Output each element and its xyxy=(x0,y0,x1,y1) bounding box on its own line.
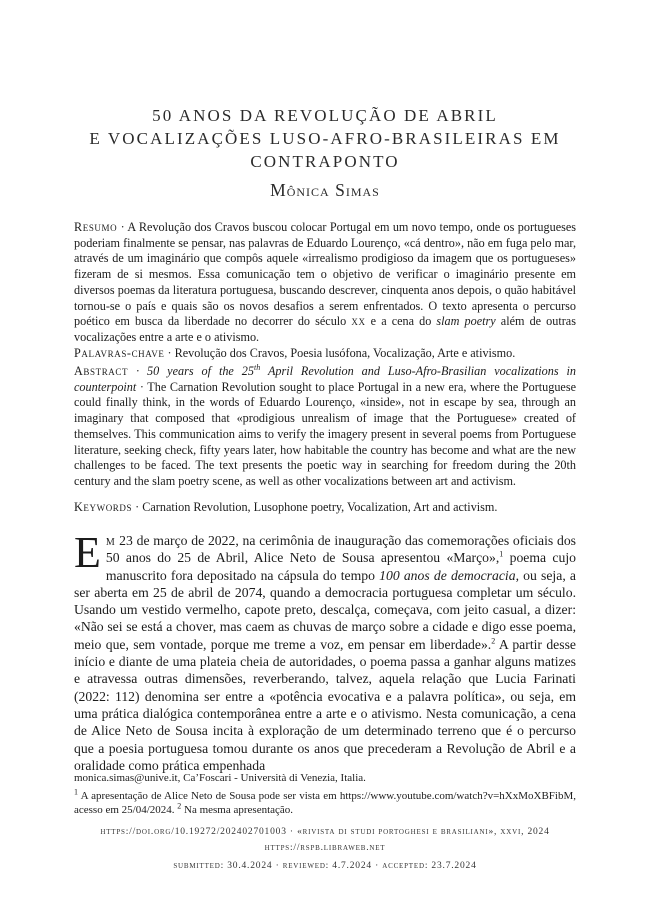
resumo-text-2: e a cena do xyxy=(365,314,437,329)
footnote-2-text: Na mesma apresentação. xyxy=(181,804,294,816)
footnote-2-mark: 2 xyxy=(177,801,182,811)
abstract-label: Abstract xyxy=(74,364,129,378)
footnote-1-text: A apresentação de Alice Neto de Sousa pode ser vista em https://www.youtube.com/watch?v=hXxMoXBFibM, acesso em 25/04/2024. xyxy=(74,790,576,816)
resumo-text-3: além de outras vocalizações entre a arte e o ativismo. xyxy=(74,314,576,344)
footer-doi[interactable]: https://doi.org/10.19272/202402701003 · «rivista di studi portoghesi e brasiliani», xxvi, 2024 xyxy=(100,827,550,837)
footnote-ref-1[interactable]: 1 xyxy=(499,549,504,559)
article-title xyxy=(60,104,590,173)
abstract-title-b: April Revolution and Luso-Afro-Brasilian vocalizations in counterpoint xyxy=(74,364,576,394)
body-text-3: , ou seja, a ser aberta em 25 de abril de 2074, quando a democracia portuguesa completar um século. Usando um vestido vermelho, capote preto, descalça, começava, com jeito casual, a dizer: «Não sei se está a chover, mas caem as chuvas de março sobre a cidade e digo esse poema, meio que, sem vontade, porque me treme a voz, em pensar em liberdade». xyxy=(74,567,576,652)
author-name: Mônica Simas xyxy=(270,180,380,200)
body-lead: m xyxy=(105,533,116,548)
abstract-text: · The Carnation Revolution sought to place Portugal in a new era, where the Portuguese could finally think, in the words of Eduardo Lourenço, «inside», not in escape by sea, through an imaginary that composed that «prodigious unrealism of image that the Portuguese» created of themselves. This communication aims to verify the imagery present in several poems from Portuguese literature, seeking check, fifty years later, how habitable the country has become and what are the new challenges to be faced. The text presents the poetic way in searching for freedom during the 20th century and the slam poetry scene, as well as other vocalizations between art and activism. xyxy=(74,379,576,488)
resumo-seculo: xx xyxy=(351,314,366,329)
body-text-1: 23 de março de 2022, na cerimônia de inauguração das comemorações oficiais dos 50 anos do 25 de Abril, Alice Neto de Sousa apresentou «Março», xyxy=(105,533,576,566)
footer-site[interactable]: https://rspb.libraweb.net xyxy=(264,843,386,853)
resumo-slam: slam poetry xyxy=(436,314,496,329)
title-line-2: E VOCALIZAÇÕES LUSO-AFRO-BRASILEIRAS EM xyxy=(89,129,561,148)
keywords-paragraph xyxy=(74,500,576,516)
footnotes xyxy=(74,771,576,821)
keywords-text: · Carnation Revolution, Lusophone poetry, Vocalization, Art and activism. xyxy=(132,500,498,514)
author-affiliation: monica.simas@unive.it, Ca’Foscari - Università di Venezia, Italia. xyxy=(74,772,366,784)
resumo-text-1: · A Revolução dos Cravos buscou colocar Portugal em um novo tempo, onde os portugueses poderiam finalmente se pensar, nas palavras de Eduardo Lourenço, «cá dentro», não em fuga pelo mar, através de um imaginário que compôs aquele «irrealismo prodigioso da imagem que os portugueses» fizeram de si mesmos. Essa comunicação tem o objetivo de verificar o imaginário presente em diversos poemas da literatura portuguesa, buscando descrever, cinquenta anos depois, o quão habitável tornou-se o país e quais são os novos desafios a serem enfrentados. O texto apresenta o percurso poético em busca da liberdade no decorrer do século xyxy=(74,220,576,329)
footnote-1-mark: 1 xyxy=(74,787,78,797)
resumo-paragraph xyxy=(74,220,576,346)
drop-cap: E xyxy=(74,528,101,577)
body-text-2: poema cujo manuscrito fora depositado na cápsula do tempo xyxy=(105,550,576,583)
palavras-chave-text: · Revolução dos Cravos, Poesia lusófona, Vocalização, Arte e ativismo. xyxy=(164,346,516,360)
keywords-label: Keywords xyxy=(74,500,133,514)
palavras-chave-label: Palavras-chave xyxy=(74,346,165,360)
body-paragraph xyxy=(74,528,576,774)
body-text-4: A partir desse início e diante de uma plateia cheia de autoridades, o poema passa a ganhar alguns matizes e atravessa outras dimensões, reverberando, talvez, aquela relação que Lucia Farinati (2022: 112) denomina ser entre a «potência evocativa e a palavra política», ou seja, em uma prática dialógica contemporânea entre a arte e o ativismo. Nesta comunicação, a cena de Alice Neto de Sousa incita à exploração de um determinado terreno que é o percurso que a poesia portuguesa tomou durante os anos que precederam a Revolução de Abril e a oralidade como prática empenhada xyxy=(74,636,576,773)
abstract-title-sup: th xyxy=(253,362,261,372)
footnote-ref-2[interactable]: 2 xyxy=(491,636,496,646)
abstract-paragraph xyxy=(74,364,576,490)
footer-dates: submitted: 30.4.2024 · reviewed: 4.7.2024 · accepted: 23.7.2024 xyxy=(173,861,477,871)
body-italic-title: 100 anos de democracia xyxy=(379,567,516,583)
resumo-label: Resumo xyxy=(74,220,118,234)
palavras-chave-paragraph xyxy=(74,346,576,362)
abstract-title-a: · 50 years of the 25 xyxy=(128,364,254,378)
footnote-1 xyxy=(74,789,576,817)
title-line-1: 50 ANOS DA REVOLUÇÃO DE ABRIL xyxy=(152,106,498,125)
title-line-3: CONTRAPONTO xyxy=(250,152,400,171)
